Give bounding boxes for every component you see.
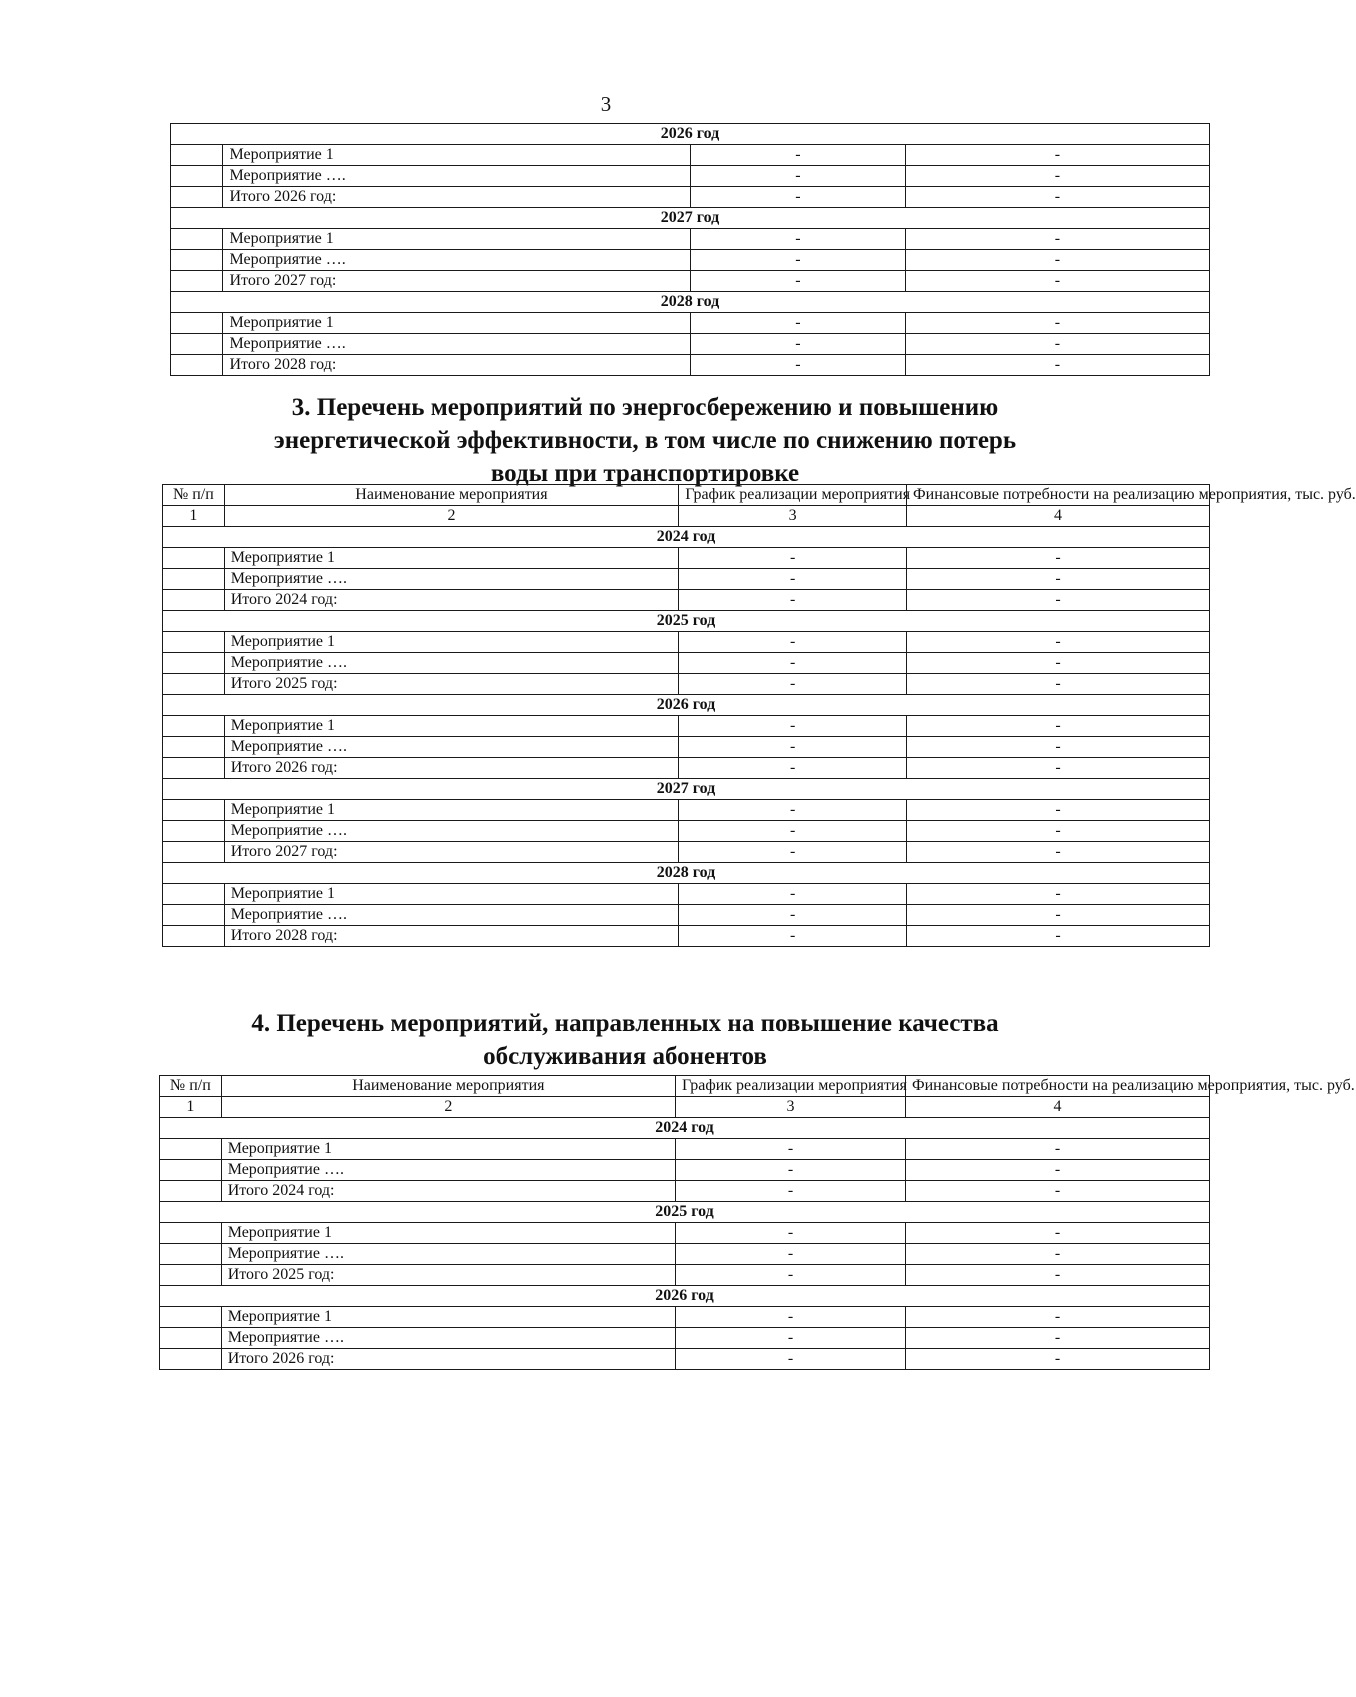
finance-cell: - xyxy=(905,187,1209,208)
section-3-title: 3. Перечень мероприятий по энергосбережению и повышению энергетической эффективности, в том числе по снижению потерь воды при транспортировке xyxy=(273,394,1017,487)
measure-name: Мероприятие 1 xyxy=(223,145,691,166)
year-row xyxy=(171,292,1210,313)
measure-name: Мероприятие …. xyxy=(223,166,691,187)
total-row xyxy=(163,758,1210,779)
index-row xyxy=(163,506,1210,527)
table-row xyxy=(163,548,1210,569)
schedule-cell: - xyxy=(676,1244,906,1265)
finance-cell: - xyxy=(907,737,1210,758)
schedule-cell: - xyxy=(679,590,907,611)
year-label: 2026 год xyxy=(171,124,1210,145)
year-label: 2024 год xyxy=(163,527,1210,548)
year-row xyxy=(160,1118,1210,1139)
measure-name: Мероприятие …. xyxy=(224,569,678,590)
num-cell xyxy=(171,187,223,208)
measure-name: Мероприятие …. xyxy=(224,653,678,674)
header-schedule: График реализации мероприятия xyxy=(679,485,907,506)
schedule-cell: - xyxy=(679,905,907,926)
index-cell: 1 xyxy=(160,1097,222,1118)
year-row xyxy=(160,1286,1210,1307)
year-row xyxy=(163,863,1210,884)
total-row xyxy=(160,1265,1210,1286)
year-row xyxy=(171,208,1210,229)
table-row xyxy=(171,229,1210,250)
finance-cell: - xyxy=(907,569,1210,590)
header-row xyxy=(160,1076,1210,1097)
finance-cell: - xyxy=(905,250,1209,271)
schedule-cell: - xyxy=(679,548,907,569)
finance-cell: - xyxy=(905,166,1209,187)
index-cell: 3 xyxy=(679,506,907,527)
total-row xyxy=(171,271,1210,292)
header-num: № п/п xyxy=(163,485,225,506)
schedule-cell: - xyxy=(691,166,906,187)
num-cell xyxy=(163,569,225,590)
num-cell xyxy=(163,653,225,674)
schedule-cell: - xyxy=(676,1307,906,1328)
schedule-cell: - xyxy=(676,1160,906,1181)
index-cell: 1 xyxy=(163,506,225,527)
table-row xyxy=(160,1307,1210,1328)
finance-cell: - xyxy=(905,1223,1209,1244)
num-cell xyxy=(171,166,223,187)
num-cell xyxy=(163,548,225,569)
finance-cell: - xyxy=(907,884,1210,905)
section-4-title: 4. Перечень мероприятий, направленных на повышение качества обслуживания абонентов xyxy=(251,1010,999,1070)
year-label: 2026 год xyxy=(163,695,1210,716)
total-label: Итого 2028 год: xyxy=(224,926,678,947)
table-row xyxy=(163,632,1210,653)
table-row xyxy=(163,800,1210,821)
schedule-cell: - xyxy=(676,1181,906,1202)
measure-name: Мероприятие 1 xyxy=(223,229,691,250)
finance-cell: - xyxy=(907,590,1210,611)
measure-name: Мероприятие …. xyxy=(223,250,691,271)
finance-cell: - xyxy=(907,821,1210,842)
num-cell xyxy=(160,1139,222,1160)
total-row xyxy=(171,355,1210,376)
total-label: Итого 2027 год: xyxy=(224,842,678,863)
year-row xyxy=(163,779,1210,800)
schedule-cell: - xyxy=(679,926,907,947)
num-cell xyxy=(160,1307,222,1328)
num-cell xyxy=(160,1328,222,1349)
table-row xyxy=(171,166,1210,187)
measure-name: Мероприятие …. xyxy=(224,905,678,926)
table-row xyxy=(163,569,1210,590)
total-row xyxy=(160,1349,1210,1370)
schedule-cell: - xyxy=(679,674,907,695)
num-cell xyxy=(163,800,225,821)
num-cell xyxy=(171,271,223,292)
finance-cell: - xyxy=(907,758,1210,779)
header-num: № п/п xyxy=(160,1076,222,1097)
finance-cell: - xyxy=(905,1349,1209,1370)
table-row xyxy=(171,313,1210,334)
num-cell xyxy=(171,229,223,250)
schedule-cell: - xyxy=(691,271,906,292)
num-cell xyxy=(160,1223,222,1244)
measure-name: Мероприятие 1 xyxy=(224,884,678,905)
measure-name: Мероприятие 1 xyxy=(221,1223,675,1244)
schedule-cell: - xyxy=(679,821,907,842)
year-row xyxy=(163,611,1210,632)
schedule-cell: - xyxy=(679,758,907,779)
num-cell xyxy=(163,926,225,947)
num-cell xyxy=(171,355,223,376)
table-row xyxy=(163,737,1210,758)
num-cell xyxy=(171,334,223,355)
num-cell xyxy=(163,758,225,779)
year-row xyxy=(160,1202,1210,1223)
schedule-cell: - xyxy=(679,569,907,590)
total-label: Итого 2024 год: xyxy=(224,590,678,611)
schedule-cell: - xyxy=(676,1265,906,1286)
total-label: Итого 2025 год: xyxy=(221,1265,675,1286)
schedule-cell: - xyxy=(679,632,907,653)
schedule-cell: - xyxy=(679,884,907,905)
measure-name: Мероприятие 1 xyxy=(224,548,678,569)
table-row xyxy=(163,821,1210,842)
index-row xyxy=(160,1097,1210,1118)
schedule-cell: - xyxy=(691,334,906,355)
measure-name: Мероприятие …. xyxy=(221,1160,675,1181)
schedule-cell: - xyxy=(691,313,906,334)
schedule-cell: - xyxy=(679,842,907,863)
num-cell xyxy=(171,250,223,271)
num-cell xyxy=(163,716,225,737)
year-label: 2024 год xyxy=(160,1118,1210,1139)
year-label: 2027 год xyxy=(163,779,1210,800)
year-label: 2028 год xyxy=(163,863,1210,884)
year-row xyxy=(163,695,1210,716)
num-cell xyxy=(160,1265,222,1286)
num-cell xyxy=(163,905,225,926)
measure-name: Мероприятие …. xyxy=(221,1244,675,1265)
schedule-cell: - xyxy=(679,716,907,737)
index-cell: 2 xyxy=(221,1097,675,1118)
year-label: 2025 год xyxy=(160,1202,1210,1223)
year-label: 2027 год xyxy=(171,208,1210,229)
year-label: 2026 год xyxy=(160,1286,1210,1307)
finance-cell: - xyxy=(905,334,1209,355)
num-cell xyxy=(163,590,225,611)
total-label: Итого 2027 год: xyxy=(223,271,691,292)
schedule-cell: - xyxy=(691,145,906,166)
measure-name: Мероприятие 1 xyxy=(224,632,678,653)
section-4-table xyxy=(159,1075,1355,1370)
finance-cell: - xyxy=(907,716,1210,737)
total-row xyxy=(160,1181,1210,1202)
finance-cell: - xyxy=(907,632,1210,653)
finance-cell: - xyxy=(907,653,1210,674)
header-finance: Финансовые потребности на реализацию мероприятия, тыс. руб. xyxy=(907,485,1210,506)
year-label: 2025 год xyxy=(163,611,1210,632)
measure-name: Мероприятие …. xyxy=(223,334,691,355)
num-cell xyxy=(163,632,225,653)
num-cell xyxy=(171,145,223,166)
finance-cell: - xyxy=(905,145,1209,166)
finance-cell: - xyxy=(905,1265,1209,1286)
total-row xyxy=(163,842,1210,863)
measure-name: Мероприятие 1 xyxy=(224,800,678,821)
header-name: Наименование мероприятия xyxy=(221,1076,675,1097)
schedule-cell: - xyxy=(691,229,906,250)
num-cell xyxy=(163,737,225,758)
total-row xyxy=(163,590,1210,611)
table-row xyxy=(163,716,1210,737)
finance-cell: - xyxy=(907,926,1210,947)
total-label: Итого 2026 год: xyxy=(224,758,678,779)
table-row xyxy=(160,1328,1210,1349)
year-row xyxy=(171,124,1210,145)
measure-name: Мероприятие 1 xyxy=(221,1139,675,1160)
table-row xyxy=(163,653,1210,674)
index-cell: 3 xyxy=(676,1097,906,1118)
total-label: Итого 2028 год: xyxy=(223,355,691,376)
schedule-cell: - xyxy=(691,250,906,271)
num-cell xyxy=(163,674,225,695)
measure-name: Мероприятие 1 xyxy=(223,313,691,334)
total-label: Итого 2026 год: xyxy=(223,187,691,208)
total-row xyxy=(163,674,1210,695)
measure-name: Мероприятие …. xyxy=(221,1328,675,1349)
num-cell xyxy=(160,1244,222,1265)
measures-table-continued xyxy=(170,123,1210,376)
num-cell xyxy=(163,884,225,905)
finance-cell: - xyxy=(905,313,1209,334)
measure-name: Мероприятие …. xyxy=(224,821,678,842)
table-row xyxy=(163,884,1210,905)
num-cell xyxy=(160,1181,222,1202)
total-label: Итого 2025 год: xyxy=(224,674,678,695)
table-row xyxy=(171,250,1210,271)
schedule-cell: - xyxy=(679,800,907,821)
num-cell xyxy=(160,1160,222,1181)
index-cell: 4 xyxy=(905,1097,1209,1118)
finance-cell: - xyxy=(907,800,1210,821)
num-cell xyxy=(171,313,223,334)
finance-cell: - xyxy=(905,229,1209,250)
index-cell: 2 xyxy=(224,506,678,527)
finance-cell: - xyxy=(907,842,1210,863)
num-cell xyxy=(163,821,225,842)
year-label: 2028 год xyxy=(171,292,1210,313)
schedule-cell: - xyxy=(676,1349,906,1370)
num-cell xyxy=(163,842,225,863)
total-label: Итого 2024 год: xyxy=(221,1181,675,1202)
total-row xyxy=(171,187,1210,208)
finance-cell: - xyxy=(905,1307,1209,1328)
table-row xyxy=(160,1223,1210,1244)
table-row xyxy=(171,334,1210,355)
finance-cell: - xyxy=(907,905,1210,926)
finance-cell: - xyxy=(905,1139,1209,1160)
schedule-cell: - xyxy=(691,355,906,376)
table-row xyxy=(160,1244,1210,1265)
index-cell: 4 xyxy=(907,506,1210,527)
page-number: 3 xyxy=(600,92,612,116)
finance-cell: - xyxy=(905,1328,1209,1349)
schedule-cell: - xyxy=(676,1139,906,1160)
total-row xyxy=(163,926,1210,947)
header-name: Наименование мероприятия xyxy=(224,485,678,506)
table-row xyxy=(163,905,1210,926)
finance-cell: - xyxy=(907,674,1210,695)
schedule-cell: - xyxy=(679,737,907,758)
table-row xyxy=(171,145,1210,166)
header-schedule: График реализации мероприятия xyxy=(676,1076,906,1097)
finance-cell: - xyxy=(905,1160,1209,1181)
section-3-table xyxy=(162,484,1356,947)
header-row xyxy=(163,485,1210,506)
measure-name: Мероприятие 1 xyxy=(224,716,678,737)
finance-cell: - xyxy=(905,1181,1209,1202)
num-cell xyxy=(160,1349,222,1370)
measure-name: Мероприятие …. xyxy=(224,737,678,758)
finance-cell: - xyxy=(905,271,1209,292)
table-row xyxy=(160,1139,1210,1160)
total-label: Итого 2026 год: xyxy=(221,1349,675,1370)
schedule-cell: - xyxy=(679,653,907,674)
header-finance: Финансовые потребности на реализацию мероприятия, тыс. руб. xyxy=(905,1076,1209,1097)
table-row xyxy=(160,1160,1210,1181)
finance-cell: - xyxy=(905,355,1209,376)
year-row xyxy=(163,527,1210,548)
schedule-cell: - xyxy=(676,1328,906,1349)
finance-cell: - xyxy=(907,548,1210,569)
schedule-cell: - xyxy=(676,1223,906,1244)
schedule-cell: - xyxy=(691,187,906,208)
finance-cell: - xyxy=(905,1244,1209,1265)
measure-name: Мероприятие 1 xyxy=(221,1307,675,1328)
